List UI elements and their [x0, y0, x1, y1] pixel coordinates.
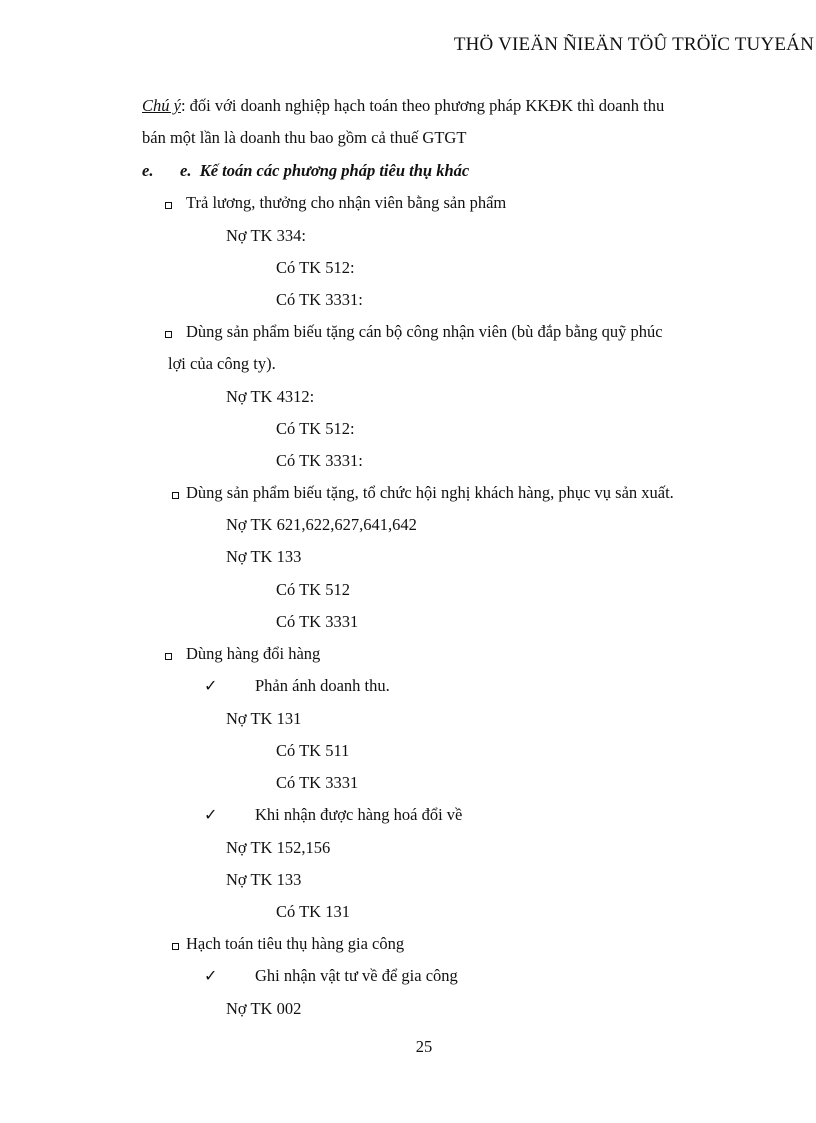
section-heading: [180, 161, 469, 181]
entry-debit: Nợ TK 133: [226, 547, 302, 566]
square-bullet-icon: [165, 331, 172, 338]
item-gift-customer: Dùng sản phẩm biếu tặng, tổ chức hội nghị khách hàng, phục vụ sản xuất.: [186, 483, 674, 502]
section-number: e.: [142, 161, 154, 180]
entry-debit: Nợ TK 131: [226, 709, 302, 728]
note-label: Chú ý: [142, 96, 181, 115]
note-text: : đối với doanh nghiệp hạch toán theo phương pháp KKĐK thì doanh thu: [180, 96, 665, 115]
check-text: Ghi nhận vật tư về để gia công: [255, 966, 458, 985]
checkmark-icon: ✓: [204, 966, 218, 985]
check-text: Phản ánh doanh thu.: [255, 676, 390, 695]
header-title: THÖ VIEÄN ÑIEÄN TÖÛ TRÖÏC TUYEÁN: [453, 34, 814, 55]
section-title: Kế toán các phương pháp tiêu thụ khác: [199, 161, 470, 180]
square-bullet-icon: [172, 492, 179, 499]
entry-debit: Nợ TK 334:: [226, 226, 306, 245]
entry-credit: Có TK 3331:: [276, 290, 363, 309]
note-line-2: bán một lần là doanh thu bao gồm cả thuế GTGT: [142, 128, 467, 147]
entry-credit: Có TK 512: [276, 580, 350, 599]
section-sub-number: e.: [180, 161, 192, 180]
item-processing: Hạch toán tiêu thụ hàng gia công: [186, 934, 405, 953]
entry-debit: Nợ TK 152,156: [226, 838, 331, 857]
entry-debit: Nợ TK 621,622,627,641,642: [226, 515, 417, 534]
check-text: Khi nhận được hàng hoá đổi về: [255, 805, 463, 824]
item-gift-staff-line-2: lợi của công ty).: [168, 354, 276, 373]
entry-debit: Nợ TK 002: [226, 999, 302, 1018]
entry-credit: Có TK 512:: [276, 419, 355, 438]
item-gift-staff-line-1: Dùng sản phẩm biếu tặng cán bộ công nhận viên (bù đắp bằng quỹ phúc: [186, 322, 663, 341]
entry-debit: Nợ TK 4312:: [226, 387, 315, 406]
checkmark-icon: ✓: [204, 676, 218, 695]
entry-credit: Có TK 512:: [276, 258, 355, 277]
entry-credit: Có TK 3331: [276, 773, 359, 792]
square-bullet-icon: [165, 202, 172, 209]
note-line-1: [142, 96, 664, 116]
entry-credit: Có TK 511: [276, 741, 350, 760]
entry-credit: Có TK 3331:: [276, 451, 363, 470]
page-number: 25: [415, 1037, 433, 1056]
entry-credit: Có TK 3331: [276, 612, 359, 631]
checkmark-icon: ✓: [204, 805, 218, 824]
entry-credit: Có TK 131: [276, 902, 350, 921]
item-salary: Trả lương, thưởng cho nhận viên bằng sản phẩm: [186, 193, 507, 212]
square-bullet-icon: [165, 653, 172, 660]
item-barter: Dùng hàng đổi hàng: [186, 644, 321, 663]
square-bullet-icon: [172, 943, 179, 950]
entry-debit: Nợ TK 133: [226, 870, 302, 889]
